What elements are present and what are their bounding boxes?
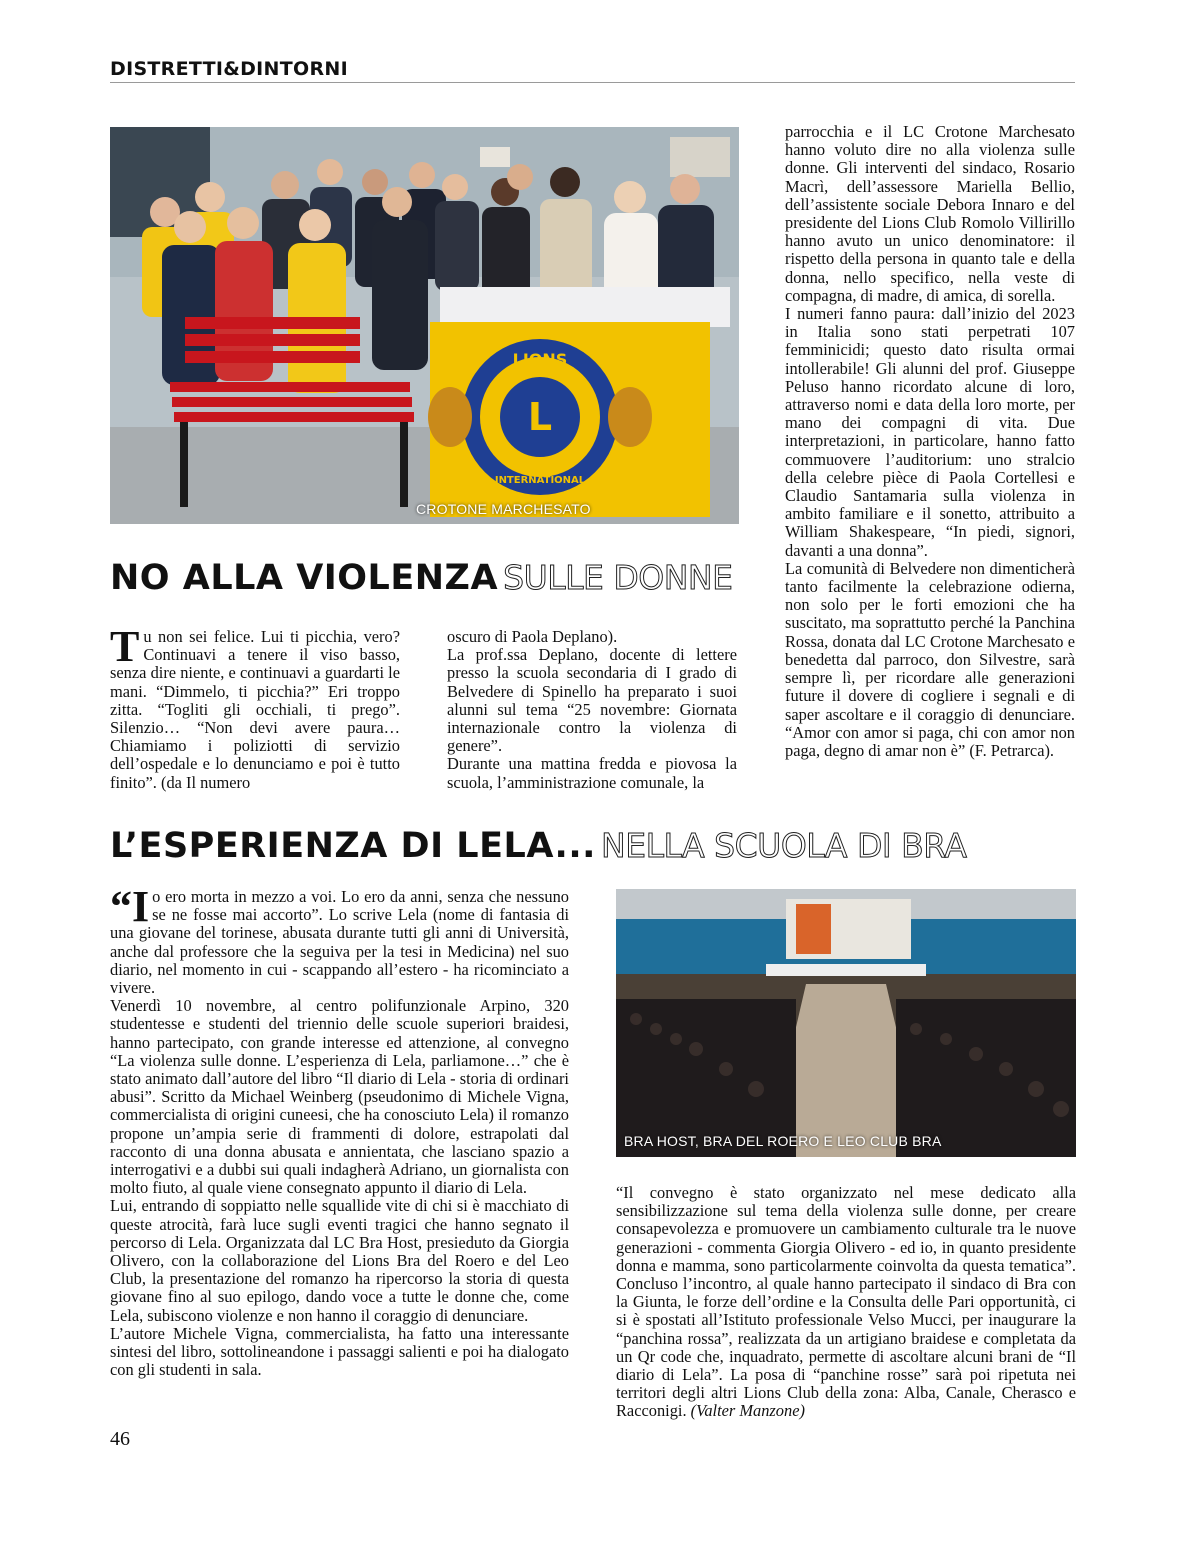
article1-column-1: [110, 622, 400, 792]
article1-column-3: [785, 123, 1075, 760]
lions-logo-top-text: LIONS: [512, 350, 568, 369]
article2-headline-bold: L’ESPERIENZA DI LELA...: [110, 826, 596, 866]
article2-left-column: [110, 882, 569, 1380]
article1-col3-p3: La comunità di Belvedere non dimenticherà tanto facilmente la celebrazione odierna, non solo per le forti emozioni che ha suscitato, ma soprattutto perché la Panchina Rossa, donata dal LC Crotone Marchesato e benedetta dal parroco, don Silvestre, sarà sempre lì, per ricordare alle generazioni future il dovere di cogliere i segnali e di saper ascoltare e il coraggio di denunciare. “Amor con amor si paga, chi con amor non paga, degno di amar non è” (F. Petrarca).: [785, 558, 1075, 760]
page-number: 46: [110, 1428, 130, 1450]
photo-caption-crotone: CROTONE MARCHESATO: [416, 501, 591, 517]
article1-column-2: [447, 628, 737, 792]
article1-col3-p1: parrocchia e il LC Crotone Marchesato hanno voluto dire no alla violenza sulle donne. Gli interventi del sindaco, Rosario Macrì, dell’assessore Mariella Bellio, dell’assistente sociale Debora Innaro e del presidente del Lions Club Romolo Villirillo hanno avuto un unico denominatore: il rispetto della persona in quanto tale e della donna, nello specifico, nella veste di compagna, di madre, di amica, di sorella.: [785, 122, 1075, 305]
lions-logo-bottom-text: INTERNATIONAL: [494, 475, 586, 486]
article1-col2-p3: Durante una mattina fredda e piovosa la scuola, l’amministrazione comunale, la: [447, 754, 737, 792]
article1-dropcap: T: [110, 622, 140, 671]
article1-col2-p2: La prof.ssa Deplano, docente di lettere presso la scuola secondaria di I grado di Belvedere di Spinello ha preparato i suoi alunni sul tema “25 novembre: Giornata internazionale contro la violenza di genere”.: [447, 645, 737, 756]
article1-headline: [110, 558, 732, 598]
article1-col3-p2: I numeri fanno paura: dall’inizio del 2023 in Italia sono stati perpetrati 107 femminicidi; questo dato risulta ormai intollerabile! Gli alunni del prof. Giuseppe Peluso hanno ricordato alcune di loro, attraverso nomi e data della loro morte, per mano dei compagni di vita. Due interpretazioni, in particolare, hanno fatto commuovere l’auditorium: uno stralcio della celebre pièce di Paola Cortellesi e Claudio Santamaria sulla violenza in ambito familiare e il sonetto, attribuito a William Shakespeare, “In piedi, signori, davanti a una donna”.: [785, 304, 1075, 560]
article1-headline-light: SULLE DONNE: [503, 558, 733, 597]
crotone-group-photo: [110, 127, 739, 524]
article1-col1-text: u non sei felice. Lui ti picchia, vero? Continuavi a tenere il viso basso, senza dire niente, e continuavi a guardarti le mani. “Dimmelo, ti picchia?” Eri troppo zitta. “Togliti gli occhiali, ti prego”. Silenzio… “Non devi avere paura… Chiamiamo i poliziotti di servizio dell’ospedale e lo denunciamo e poi è tutto finito”. (da Il numero: [110, 627, 400, 792]
article2-left-p3: Lui, entrando di soppiatto nelle squallide vite di chi si è macchiato di queste atrocità, farà luce sugli eventi tragici che hanno segnato il percorso di Lela. Organizzata dal LC Bra Host, presieduto da Giorgia Olivero, con la collaborazione del Lions Bra del Roero e del Leo Club, la presentazione del romanzo ha ripercorso la storia di questa giovane fino al suo epilogo, dando voce a tutte le donne che, come Lela, subiscono violenze e non hanno il coraggio di denunciare.: [110, 1196, 569, 1325]
article2-left-p4: L’autore Michele Vigna, commercialista, ha fatto una interessante sintesi del libro, sottolineandone i passaggi salienti e poi ha dialogato con gli studenti in sala.: [110, 1323, 569, 1380]
section-label: DISTRETTI&DINTORNI: [110, 58, 348, 80]
photo-caption-bra: BRA HOST, BRA DEL ROERO E LEO CLUB BRA: [624, 1133, 942, 1149]
lions-logo-letter: L: [527, 395, 553, 439]
article2-headline: [110, 826, 966, 866]
article2-right-column: [616, 1184, 1076, 1421]
article1-headline-bold: NO ALLA VIOLENZA: [110, 558, 499, 598]
article1-col2-p1: oscuro di Paola Deplano).: [447, 627, 618, 646]
header-rule: [110, 82, 1075, 83]
article2-left-p2: Venerdì 10 novembre, al centro polifunzionale Arpino, 320 studentesse e studenti del triennio delle scuole superiori braidesi, hanno partecipato, con grande interesse ed attenzione, al convegno “La violenza sulle donne. L’esperienza di Lela, parliamone…” che è stato animato dall’autore del libro “Il diario di Lela - storia di ordinari abusi”. Scritto da Michael Weinberg (pseudonimo di Michele Vigna, commercialista di origini cuneesi, che ha conosciuto Lela) il romanzo propone un’ampia serie di frammenti di dolore, estrapolati dal racconto di una donna abusata e annientata, che lasciano spazio a interrogativi e a dubbi sui quali indagherà Adriano, un giornalista con molto fiuto, al quale viene consegnato appunto il diario di Lela.: [110, 996, 569, 1198]
bra-conference-photo: [616, 889, 1076, 1157]
article2-headline-light: NELLA SCUOLA DI BRA: [601, 826, 967, 865]
article2-right-text: “Il convegno è stato organizzato nel mese dedicato alla sensibilizzazione sul tema della violenza sulle donne, per creare consapevolezza e promuovere un cambiamento culturale tra le nuove generazioni - commenta Giorgia Olivero - ed io, in quanto presidente donna e mamma, sono particolarmente coinvolta da questa tematica”. Concluso l’incontro, al quale hanno partecipato il sindaco di Bra con la Giunta, le forze dell’ordine e la Consulta delle Pari opportunità, ci si è spostati all’Istituto professionale Velso Mucci, per inaugurare la “panchina rossa”, realizzata da un artigiano braidese e completata da un Qr code che, inquadrato, permette di ascoltare alcuni brani de “Il diario di Lela”. La posa di “panchine rosse” sarà poi ripetuta nei territori degli altri Lions Club della zona: Alba, Canale, Cherasco e Racconigi.: [616, 1183, 1076, 1421]
article2-left-p1: o ero morta in mezzo a voi. Lo ero da anni, senza che nessuno se ne fosse mai accorto”. Lo scrive Lela (nome di fantasia di una giovane del torinese, abusata durante tutti gli anni di Università, anche dal professore che la seguiva per la tesi in Medicina) nel suo diario, nel momento in cui - scappando all’estero - ha ricominciato a vivere.: [110, 887, 569, 998]
article2-author: (Valter Manzone): [690, 1401, 805, 1421]
article2-quote-mark: “I: [110, 882, 150, 931]
